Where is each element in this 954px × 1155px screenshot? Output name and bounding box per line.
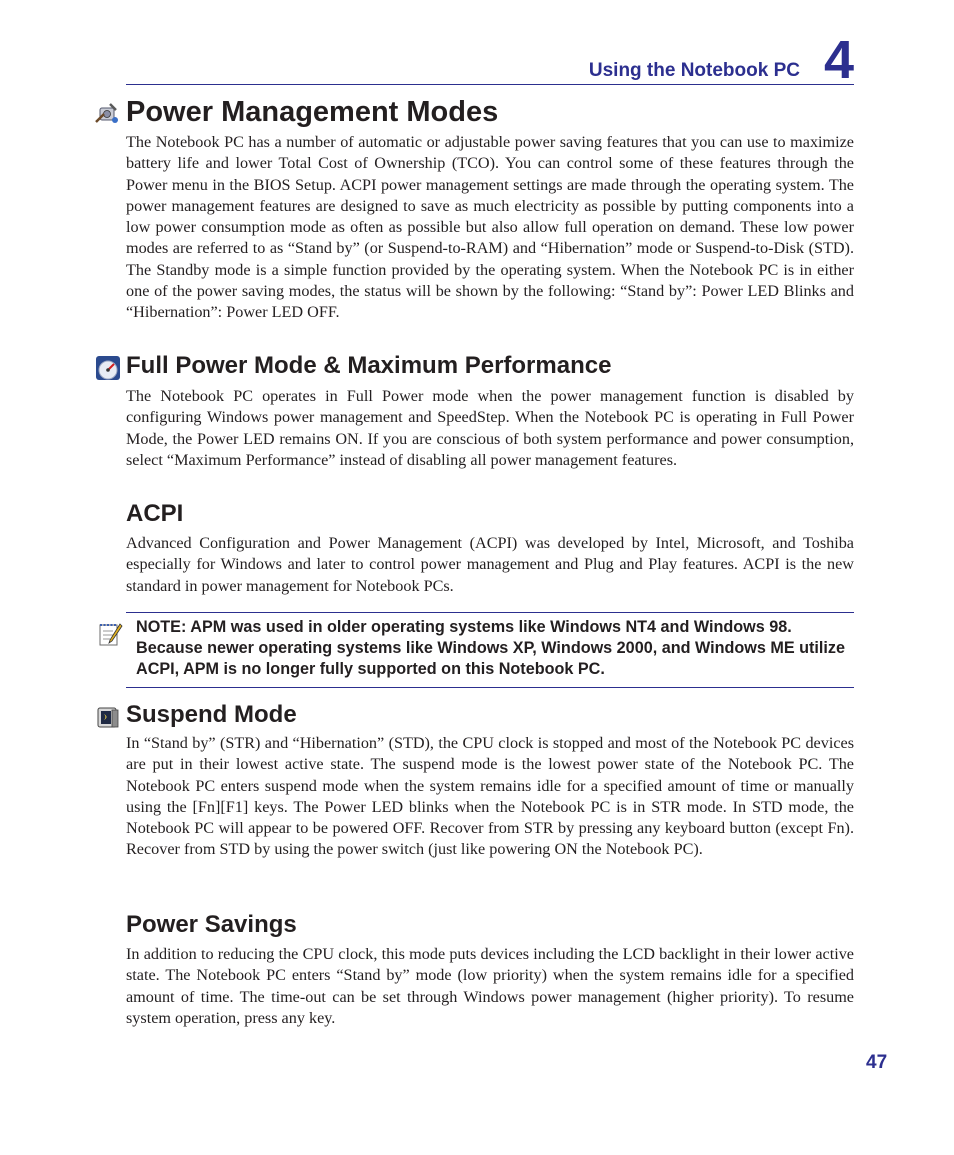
page-number: 47: [866, 1052, 888, 1073]
section-title-power-savings: Power Savings: [126, 911, 297, 938]
chapter-title: Using the Notebook PC: [588, 60, 800, 81]
paragraph-suspend: In “Stand by” (STR) and “Hibernation” (STD), the CPU clock is stopped and most of the Notebook PC devices are put in their lowest active state. The suspend mode is the lowest power state of the Notebook PC. The Notebook PC enters suspend mode when the system remains idle for a specified amount of time or manually using the [Fn][F1] keys. The Power LED blinks when the Notebook PC is in STR mode. In STD mode, the Notebook PC will appear to be powered OFF. Recover from STR by pressing any keyboard button (except Fn). Recover from STD by using the power switch (just like powering ON the Notebook PC).: [126, 734, 854, 859]
section-title-acpi: ACPI: [126, 500, 184, 527]
note-text: NOTE: APM was used in older operating systems like Windows NT4 and Windows 98. Because newer operating systems like Windows XP, Windows 2000, and Windows ME utilize ACPI, APM is no longer fully supported on this Notebook PC.: [136, 618, 845, 678]
paragraph-full-power: The Notebook PC operates in Full Power mode when the power management function is disabled by configuring Windows power management and SpeedStep. When the Notebook PC is operating in Full Power Mode, the Power LED remains ON. If you are conscious of both system performance and power consumption, select “Maximum Performance” instead of disabling all power management features.: [126, 387, 854, 469]
paragraph-power-savings: In addition to reducing the CPU clock, this mode puts devices including the LCD backlight in their lower active state. The Notebook PC enters “Stand by” mode (low priority) when the system remains idle for a specified amount of time. The time-out can be set through Windows power management (higher priority). To resume system operation, press any key.: [126, 945, 854, 1027]
header-rule: [126, 84, 854, 85]
paragraph-power-management: The Notebook PC has a number of automatic or adjustable power saving features that you can use to maximize battery life and lower Total Cost of Ownership (TCO). You can control some of these features through the Power menu in the BIOS Setup. ACPI power management settings are made through the operating system. The power management features are designed to save as much electricity as possible by putting components into a low power consumption mode as often as possible but also allow full operation on demand. These low power modes are referred to as “Stand by” (or Suspend-to-RAM) and “Hibernation” mode or Suspend-to-Disk (STD). The Standby mode is a simple function provided by the operating system. When the Notebook PC is in either one of the power saving modes, the status will be shown by the following: “Stand by”: Power LED Blinks and “Hibernation”: Power LED OFF.: [126, 133, 854, 322]
section-title-full-power: Full Power Mode & Maximum Performance: [126, 352, 612, 379]
section-title-power-management: Power Management Modes: [126, 96, 499, 128]
suspend-device-icon: [95, 704, 121, 730]
paragraph-acpi: Advanced Configuration and Power Management (ACPI) was developed by Intel, Microsoft, and Toshiba especially for Windows and later to control power management and Plug and Play features. ACPI is the new standard in power management for Notebook PCs.: [126, 534, 854, 595]
notepad-pencil-icon: [98, 622, 124, 648]
speedometer-icon: [95, 355, 121, 381]
chapter-number: 4: [824, 30, 855, 90]
settings-tools-icon: [94, 100, 120, 126]
section-title-suspend: Suspend Mode: [126, 701, 297, 728]
